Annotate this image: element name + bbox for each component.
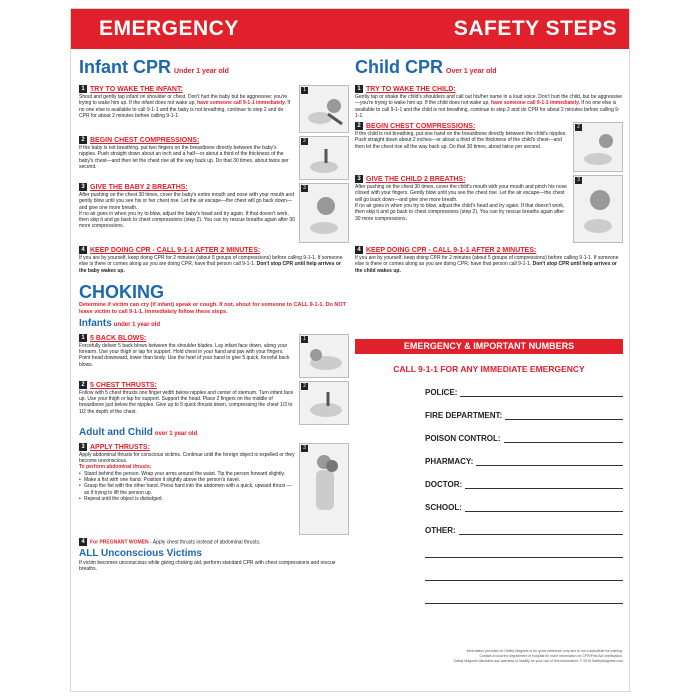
footer-disclaimer: Information provided on Safety Magnets is for quick reference only and is not a substitute for training. Contact a local fire department or hospital for more information on CPR/First Aid certification. Safety Magnets disclaims any warranty or liability for your use of this information. © 2015 SafetyMagnets.com [453, 649, 623, 663]
blank-line[interactable] [425, 567, 623, 581]
fire-department-field[interactable]: FIRE DEPARTMENT: [425, 406, 623, 420]
emergency-numbers-bar: EMERGENCY & IMPORTANT NUMBERS [355, 339, 623, 354]
child-step-3: 3 GIVE THE CHILD 2 BREATHS: After pushing on the chest 30 times, cover the child's mouth with your mouth and pinch his nose closed with your fingers. Gently blow until you see the chest rise. Let the air escape—the chest will go back down—and give one more breath. If no air goes in when you try to blow, adjust the child's head and try again. If that doesn't work, then skip it and go back to chest compressions (step 2). You can try rescue breaths again after 30 more compressions. 3 [355, 175, 623, 243]
infant-cpr-title: Infant CPR Under 1 year old [79, 57, 229, 77]
infant-step-2: 2 BEGIN CHEST COMPRESSIONS: If the baby is not breathing, put two fingers on the breastbone directly between the baby's nipples. Push straight down about an inch and a half—or about a third of the thickness of the baby's chest—and then let the chest rise all the way back up. Do that 30 times, about twice per second. 2 [79, 136, 349, 180]
child-breaths-illustration: 3 [573, 175, 623, 243]
child-cpr-title: Child CPR Over 1 year old [355, 57, 497, 77]
police-field[interactable]: POLICE: [425, 383, 623, 397]
adult-child-title: Adult and Child over 1 year old [79, 426, 198, 438]
unconscious-text: If victim becomes unconscious while giving choking aid, perform standard CPR with chest compressions and rescue breaths. [79, 559, 336, 573]
child-step-4: 4 KEEP DOING CPR - CALL 9-1-1 AFTER 2 MINUTES: If you are by yourself, keep doing CPR for 2 minutes (about 5 groups of compressions) before calling 9-1-1. If someone else is there or comes along as you are doing CPR, have that person call 9-1-1. Don't stop CPR until help arrives or the child wakes up. [355, 247, 619, 274]
abdominal-thrusts-illustration: 3 [299, 443, 349, 535]
infant-step-4: 4 KEEP DOING CPR - CALL 9-1-1 AFTER 2 MINUTES: If you are by yourself, keep doing CPR for 2 minutes (about 5 groups of compressions) before calling 9-1-1. If someone else is there or comes along as you are doing CPR, have that person call 9-1-1. Don't stop CPR until help arrives or the baby wakes up. [79, 247, 343, 274]
choking-step-2: 2 5 CHEST THRUSTS: Follow with 5 chest thrusts one finger width below nipples and center of sternum. Turn infant face up. Use your thigh or lap for support. Support the head. Place 2 fingers on the middle of breastbone just below the nipples. Give up to 5 quick thrusts down, compressing the chest 1/3 to 1/2 the depth of the chest. 2 [79, 381, 349, 425]
choking-title: CHOKING [79, 281, 164, 302]
chest-thrusts-illustration: 2 [299, 381, 349, 425]
poison-control-field[interactable]: POISON CONTROL: [425, 429, 623, 443]
choking-warning: Determine if victim can cry (if infant) speak or cough. If not, shout for someone to CALL 9-1-1. Do NOT leave victim to call 9-1-1. Immediately follow these steps. [79, 301, 346, 315]
header-left: EMERGENCY [99, 17, 239, 40]
choking-step-4: 4 For PREGNANT WOMEN - Apply chest thrusts instead of abdominal thrusts. [79, 538, 349, 546]
header-right: SAFETY STEPS [453, 17, 617, 40]
blank-line[interactable] [425, 544, 623, 558]
infant-wake-illustration: 1 [299, 85, 349, 133]
school-field[interactable]: SCHOOL: [425, 498, 623, 512]
header-bar [71, 9, 629, 49]
blank-line[interactable] [425, 590, 623, 604]
infants-title: Infants under 1 year old [79, 317, 161, 329]
infant-cpr-section [79, 57, 349, 572]
infant-compressions-illustration: 2 [299, 136, 349, 180]
child-cpr-section [355, 57, 623, 274]
choking-step-3: 3 APPLY THRUSTS: Apply abdominal thrusts for conscious victims. Continue until the foreign object is expelled or they become unconscious. To perform abdominal thrusts: • Stand behind the person. Wrap your arms around the waist. Tip the person forward slightly. • Make a fist with one hand. Position it slightly above the person's navel. • Grasp the fist with the other hand. Press hard into the abdomen with a quick, upward thrust — as if trying to lift the person up. • Repeat until the object is dislodged. 3 [79, 443, 349, 535]
infant-step-1: 1 TRY TO WAKE THE INFANT: Shout and gently tap infant on shoulder or chest. Don't hurt the baby but be aggressive; you're trying to wake him up. If the infant does not wake up, have someone call 9-1-1 immediately. If no one else is available to call 9-1-1 and the baby is not breathing, continue to step 2 and do CPR for about 2 minutes before calling 9-1-1. 1 [79, 85, 349, 133]
infant-step-3: 3 GIVE THE BABY 2 BREATHS: After pushing on the chest 30 times, cover the baby's entire mouth and nose with your mouth and gently blow until you see his or her chest rise. Let the air escape—the chest will go back down—and give one more breath. If no air goes in when you try to blow, adjust the baby's head and try again. If that doesn't work, then skip it and go back to chest compressions (step 2). You can try rescue breaths again after 30 more compressions. 3 [79, 183, 349, 243]
infant-breaths-illustration: 3 [299, 183, 349, 243]
other-field[interactable]: OTHER: [425, 521, 623, 535]
safety-poster [70, 8, 630, 692]
child-compressions-illustration: 2 [573, 122, 623, 172]
pharmacy-field[interactable]: PHARMACY: [425, 452, 623, 466]
emergency-numbers [355, 339, 623, 604]
back-blows-illustration: 1 [299, 334, 349, 378]
choking-step-1: 1 5 BACK BLOWS: Forcefully deliver 5 back blows between the shoulder blades. Lay infant face down, along your forearm. Use your thigh or lap for support. Hold chest in your hand and jaw with your fingers. Point head downward, lower than body. Use the heel of your hand to give 5 quick, forceful back blows. 1 [79, 334, 349, 378]
child-step-2: 2 BEGIN CHEST COMPRESSIONS: If the child is not breathing, put one hand on the breastbone directly between the child's nipples. Push straight down about 2 inches—or about a third of the thickness of the child's chest—and then let the chest rise all the way back up. Do that 30 times, about twice per second. 2 [355, 122, 623, 172]
call-911-note: CALL 9-1-1 FOR ANY IMMEDIATE EMERGENCY [393, 364, 585, 374]
child-step-1: 1 TRY TO WAKE THE CHILD: Gently tap or shake the child's shoulders and call out his/her name in a loud voice. Don't hurt the child, but be aggressive—you're trying to wake him up. If the child does not wake up, have someone call 9-1-1 immediately. If no one else is available to call 9-1-1 and the child is not breathing, continue to step 2 and do CPR for about 2 minutes before calling 9-1-1. [355, 86, 623, 119]
unconscious-title: ALL Unconscious Victims [79, 547, 202, 559]
doctor-field[interactable]: DOCTOR: [425, 475, 623, 489]
